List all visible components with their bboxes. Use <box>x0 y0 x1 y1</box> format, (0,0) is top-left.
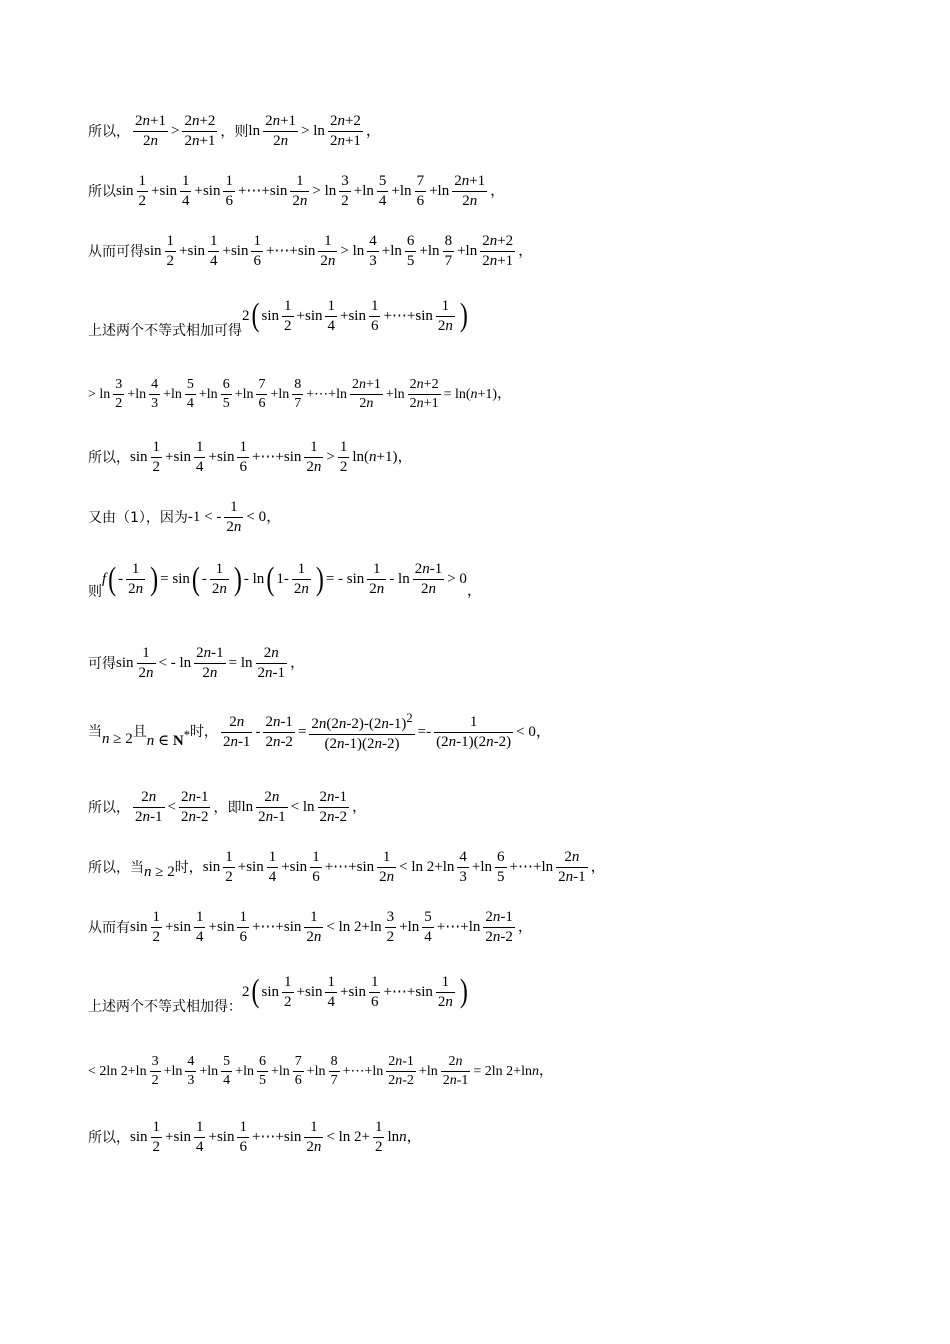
proof-line-4: 上述两个不等式相加可得 2 ( sin $\frac{1}{2}$ +sin $\frac{1}{4}$ +sin $\frac{1}{6}$ +⋯+sin $\frac{1}{2n}$ ) <box>88 297 468 339</box>
proof-line-11: 所以， $\frac{2n}{2n-1}$ < $\frac{2n-1}{2n-2}$ ，即 ln $\frac{2n}{2n-1}$ < ln $\frac{2n-1}{2n-2}$ ， <box>88 789 368 825</box>
proof-line-6: 所以， sin $\frac{1}{2}$ +sin $\frac{1}{4}$ +sin $\frac{1}{6}$ +⋯+sin $\frac{1}{2n}$ > $\frac{1}{2}$ ln( n +1)， <box>88 439 413 475</box>
proof-line-2: 所以 sin $\frac{1}{2}$ +sin $\frac{1}{4}$ +sin $\frac{1}{6}$ +⋯+sin $\frac{1}{2n}$ > ln $\frac{3}{2}$ +ln $\frac{5}{4}$ +ln $\frac{7}{6}$ +ln $\frac{2n+1}{2n}$ ， <box>88 173 506 209</box>
proof-line-16: 所以， sin $\frac{1}{2}$ +sin $\frac{1}{4}$ +sin $\frac{1}{6}$ +⋯+sin $\frac{1}{2n}$ < ln 2+ $\frac{1}{2}$ ln n ， <box>88 1119 422 1155</box>
proof-line-12: 所以，当 n ≥ 2 时， sin $\frac{1}{2}$ +sin $\frac{1}{4}$ +sin $\frac{1}{6}$ +⋯+sin $\frac{1}{2n}$ < ln 2+ln $\frac{4}{3}$ +ln $\frac{6}{5}$ +⋯+ln $\frac{2n}{2n-1}$ ， <box>88 849 606 885</box>
proof-line-10: 当 n ≥ 2 且 n ∈ N* 时， $\frac{2n}{2n-1}$ - $\frac{2n-1}{2n-2}$ = $\frac{2n(2n-2)-(2n-1)^2}{(2n-1)(2n-2)}$ =- $\frac{1}{(2n-1)(2n-2)}$ < 0， <box>88 711 551 752</box>
proof-line-15: < 2ln 2+ln $\frac{3}{2}$ +ln $\frac{4}{3}$ +ln $\frac{5}{4}$ +ln $\frac{6}{5}$ +ln $\frac{7}{6}$ +ln $\frac{8}{7}$ +⋯+ln $\frac{2n-1}{2n-2}$ +ln $\frac{2n}{2n-1}$ = 2ln 2+ln n ， <box>88 1054 553 1088</box>
proof-line-1: 所以， $\frac{2n+1}{2n}$ > $\frac{2n+2}{2n+1}$ ，则 ln $\frac{2n+1}{2n}$ > ln $\frac{2n+2}{2n+1}$ ， <box>88 113 381 149</box>
text: 所以， <box>88 123 130 140</box>
proof-line-13: 从而有 sin $\frac{1}{2}$ +sin $\frac{1}{4}$ +sin $\frac{1}{6}$ +⋯+sin $\frac{1}{2n}$ < ln 2+ln $\frac{3}{2}$ +ln $\frac{5}{4}$ +⋯+ln $\frac{2n-1}{2n-2}$ ， <box>88 909 533 945</box>
proof-line-8: 则 f ( - $\frac{1}{2n}$ ) = sin ( - $\frac{1}{2n}$ ) - ln ( 1- $\frac{1}{2n}$ ) = - sin $\frac{1}{2n}$ - ln $\frac{2n-1}{2n}$ > 0 ， <box>88 561 482 600</box>
proof-line-14: 上述两个不等式相加得： 2 ( sin $\frac{1}{2}$ +sin $\frac{1}{4}$ +sin $\frac{1}{6}$ +⋯+sin $\frac{1}{2n}$ ) <box>88 973 468 1015</box>
proof-line-5: > ln $\frac{3}{2}$ +ln $\frac{4}{3}$ +ln $\frac{5}{4}$ +ln $\frac{6}{5}$ +ln $\frac{7}{6}$ +ln $\frac{8}{7}$ +⋯+ln $\frac{2n+1}{2n}$ +ln $\frac{2n+2}{2n+1}$ = ln( n +1)， <box>88 377 512 411</box>
fraction: $\frac{2n+2}{2n+1}$ <box>184 113 216 149</box>
proof-line-7: 又由（1），因为 -1 < - $\frac{1}{2n}$ < 0， <box>88 499 282 535</box>
proof-line-9: 可得 sin $\frac{1}{2n}$ < - ln $\frac{2n-1}{2n}$ = ln $\frac{2n}{2n-1}$ ， <box>88 645 306 681</box>
fraction: $\frac{2n+1}{2n}$ <box>135 113 166 149</box>
proof-line-3: 从而可得 sin $\frac{1}{2}$ +sin $\frac{1}{4}$ +sin $\frac{1}{6}$ +⋯+sin $\frac{1}{2n}$ > ln $\frac{4}{3}$ +ln $\frac{6}{5}$ +ln $\frac{8}{7}$ +ln $\frac{2n+2}{2n+1}$ ， <box>88 233 534 269</box>
